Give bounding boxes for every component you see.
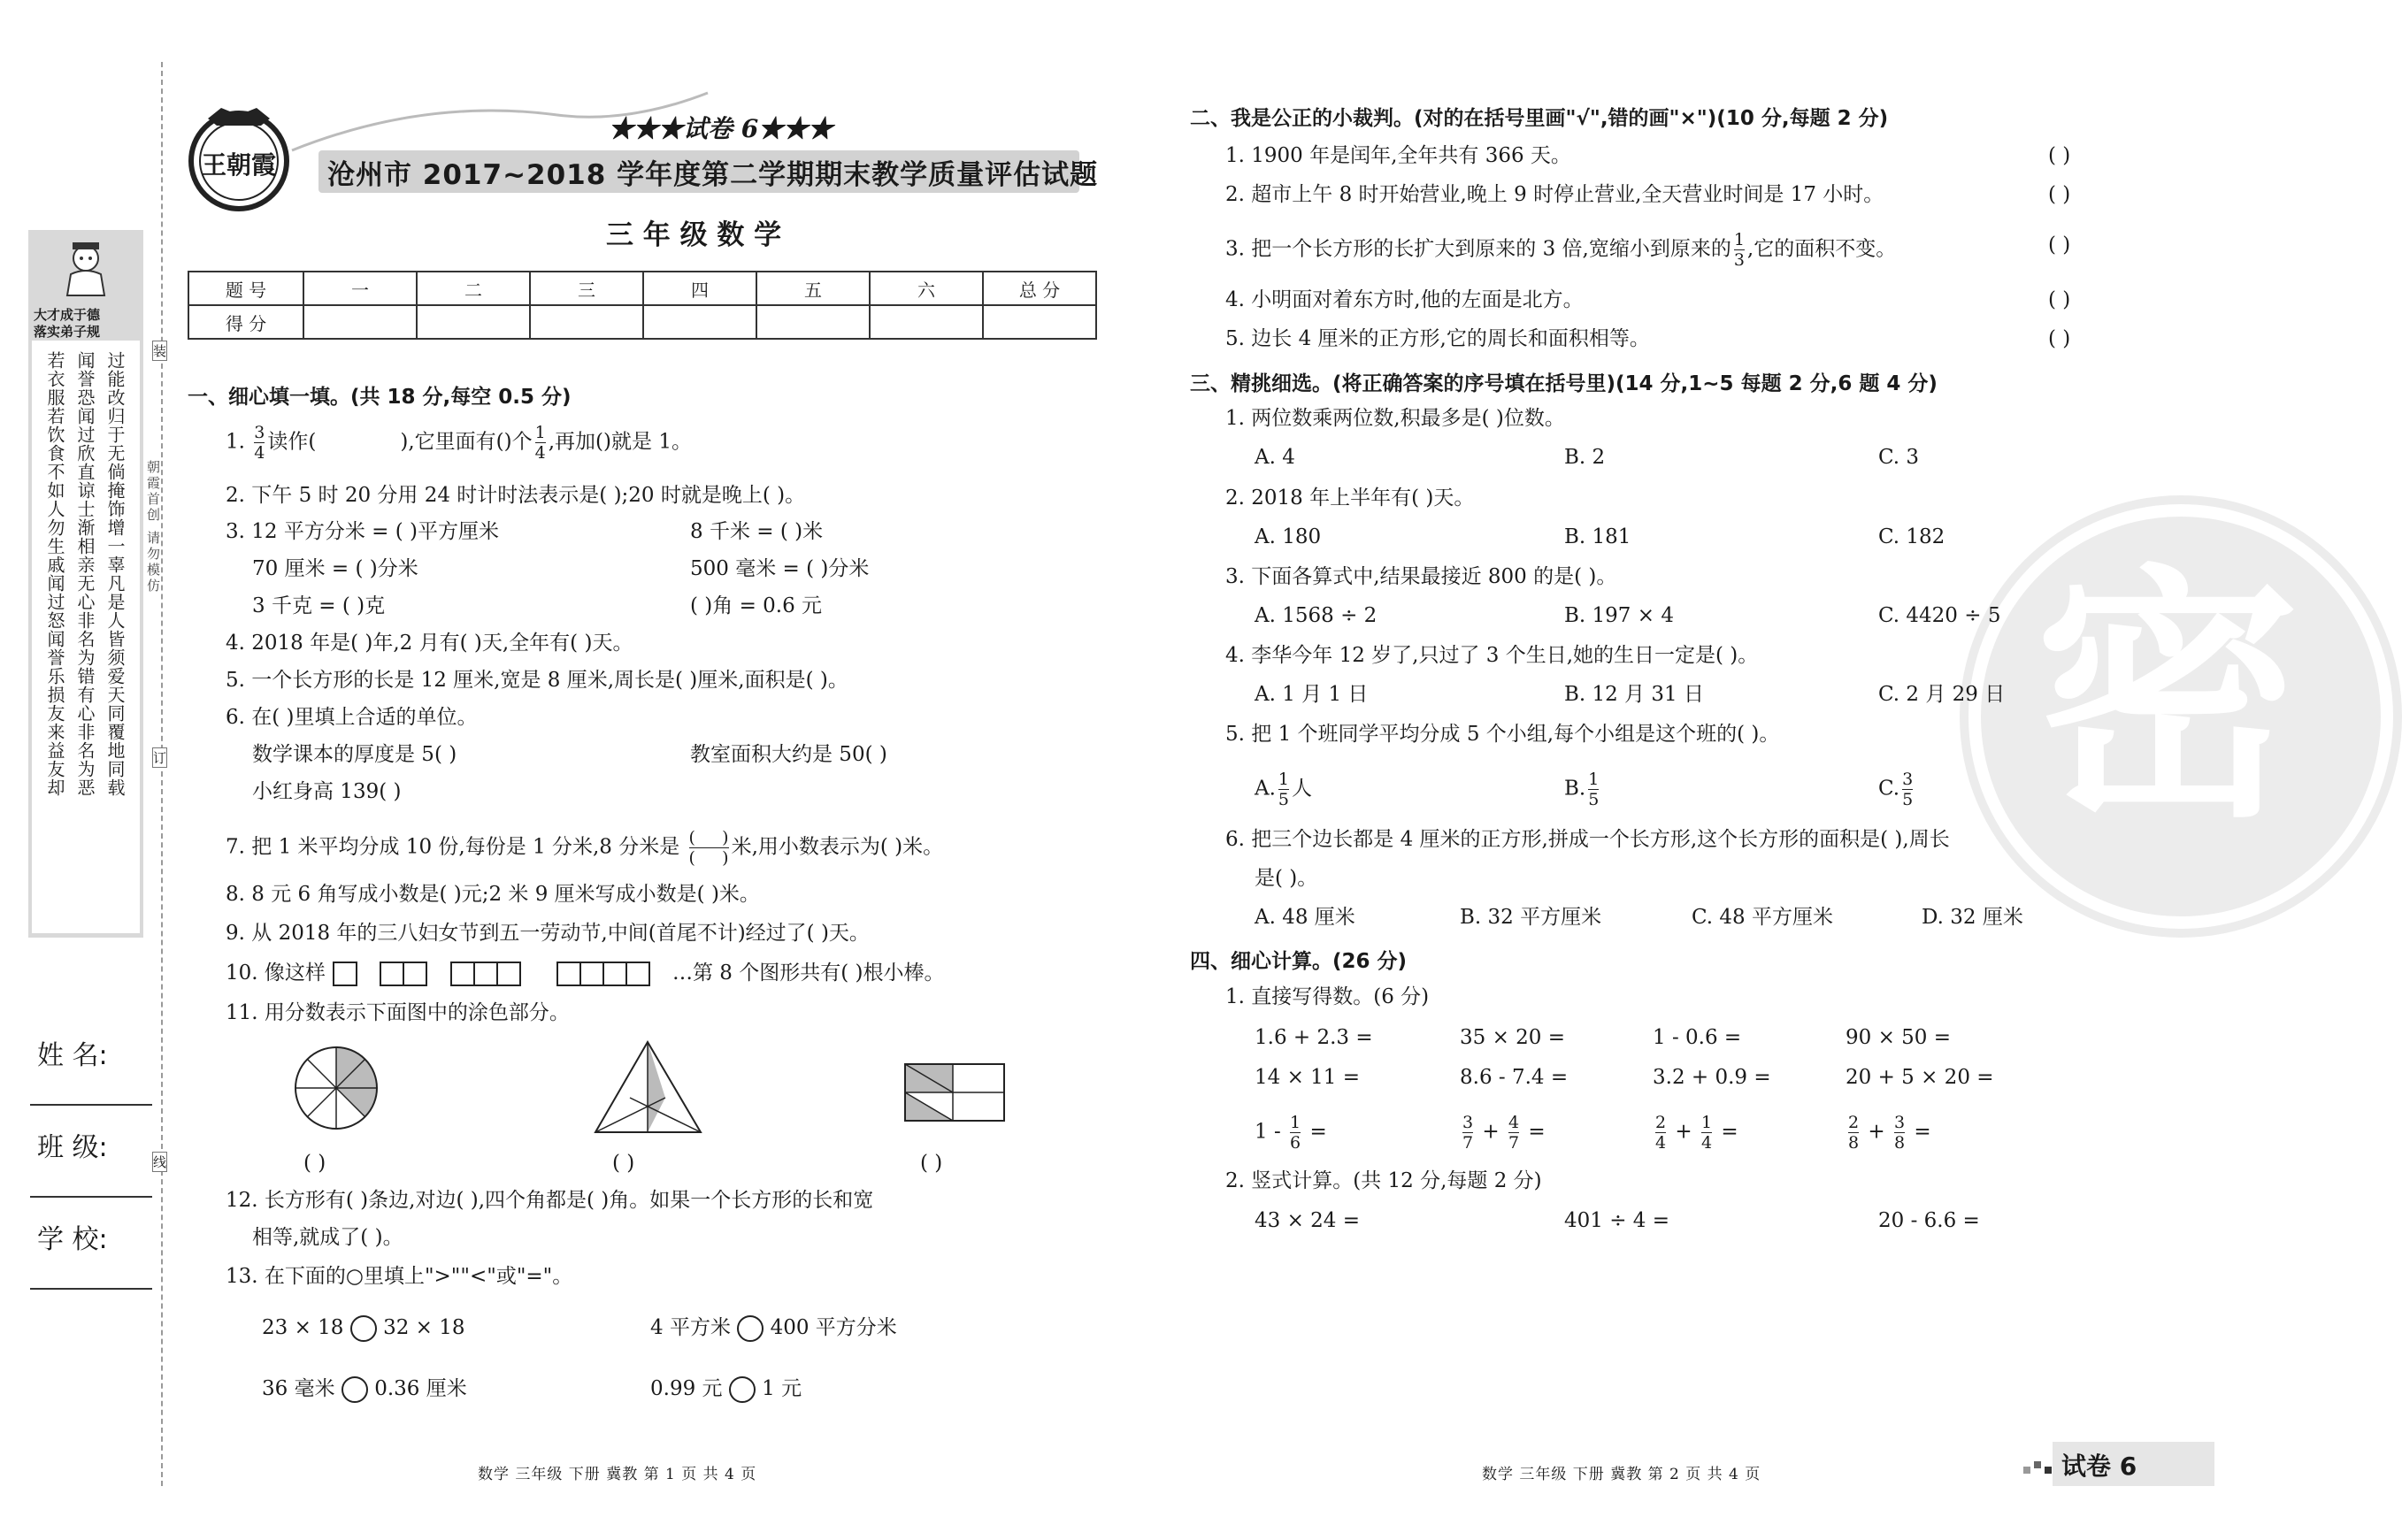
choice-option[interactable]: C. 4420 ÷ 5	[1878, 604, 2001, 627]
calc-item[interactable]: 20 + 5 × 20 =	[1846, 1066, 1994, 1089]
question-9: 9. 从 2018 年的三八妇女节到五一劳动节,中间(首尾不计)经过了( )天。	[226, 922, 870, 945]
shaded-rectangle-figure	[902, 1061, 1009, 1123]
exam-title: 沧州市 2017~2018 学年度第二学期期末教学质量评估试题	[327, 159, 1099, 191]
choice-option[interactable]: C. $\frac{3}{5}$	[1878, 770, 1914, 809]
score-header: 五	[756, 272, 870, 305]
compare-circle[interactable]	[350, 1315, 377, 1342]
motto-column: 过能改归于无倘掩饰增一辜凡是人皆须爱天同覆地同载	[104, 351, 126, 797]
q7-text: 7. 把 1 米平均分成 10 份,每份是 1 分米,8 分米是	[226, 835, 680, 859]
question-5: 5. 一个长方形的长是 12 厘米,宽是 8 厘米,周长是( )厘米,面积是( )。	[226, 669, 848, 692]
choice-question: 是( )。	[1255, 867, 1318, 890]
calc-subheading: 2. 竖式计算。(共 12 分,每题 2 分)	[1225, 1169, 1542, 1192]
calc-item[interactable]: 1.6 + 2.3 =	[1255, 1026, 1373, 1049]
vertical-calc-item[interactable]: 20 - 6.6 =	[1878, 1209, 1980, 1232]
judge-item: 2. 超市上午 8 时开始营业,晚上 9 时停止营业,全天营业时间是 17 小时。	[1225, 183, 1884, 206]
question-3e: 3 千克 = ( )克	[252, 594, 386, 617]
motto-top-2: 落实弟子规	[34, 324, 101, 340]
side-note: 朝霞首创 请勿模仿	[145, 460, 161, 594]
vertical-calc-item[interactable]: 43 × 24 =	[1255, 1209, 1361, 1232]
figure-answer-blank[interactable]: ( )	[612, 1152, 635, 1175]
score-cell[interactable]	[756, 305, 870, 339]
motto-top-1: 大才成于德	[34, 307, 101, 323]
score-header: 二	[417, 272, 530, 305]
calc-item[interactable]: $\frac{2}{4}$ + $\frac{1}{4}$ =	[1655, 1113, 1738, 1153]
score-cell[interactable]	[530, 305, 643, 339]
class-label: 班 级:	[37, 1132, 108, 1163]
score-table	[188, 271, 1097, 340]
choice-option[interactable]: C. 2 月 29 日	[1878, 683, 2006, 706]
judge-blank[interactable]: ( )	[2048, 288, 2071, 311]
fraction: $\frac{1}{4}$	[534, 423, 546, 463]
choice-question: 3. 下面各算式中,结果最接近 800 的是( )。	[1225, 565, 1617, 588]
compare-item: 4 平方米 400 平方分米	[650, 1314, 897, 1342]
compare-item: 36 毫米 0.36 厘米	[262, 1375, 467, 1403]
score-header: 题 号	[188, 272, 303, 305]
question-10a: 10. 像这样	[226, 962, 326, 985]
choice-option[interactable]: A. 180	[1255, 525, 1322, 548]
score-cell[interactable]	[417, 305, 530, 339]
q1-number: 1.	[226, 430, 245, 454]
tab-dots-icon	[2022, 1456, 2057, 1477]
choice-option[interactable]: B. 2	[1564, 446, 1606, 469]
compare-circle[interactable]	[737, 1315, 764, 1342]
calc-item[interactable]: 8.6 - 7.4 =	[1460, 1066, 1569, 1089]
choice-question: 5. 把 1 个班同学平均分成 5 个小组,每个小组是这个班的( )。	[1225, 723, 1780, 746]
q7-text: 米,用小数表示为( )米。	[731, 835, 944, 859]
question-3d: 500 毫米 = ( )分米	[690, 557, 870, 580]
choice-question: 4. 李华今年 12 岁了,只过了 3 个生日,她的生日一定是( )。	[1225, 644, 1759, 667]
binding-mark: 线	[152, 1152, 167, 1172]
compare-circle[interactable]	[729, 1376, 756, 1403]
calc-item[interactable]: $\frac{2}{8}$ + $\frac{3}{8}$ =	[1848, 1113, 1931, 1153]
q1-text: 读作(	[267, 430, 317, 454]
fraction: $\frac{3}{4}$	[254, 423, 265, 463]
choice-option[interactable]: A. 4	[1255, 446, 1295, 469]
q1-text: ,再加(	[548, 430, 604, 454]
choice-option[interactable]: A. 1568 ÷ 2	[1255, 604, 1378, 627]
score-header: 四	[643, 272, 756, 305]
section3-heading: 三、精挑细选。(将正确答案的序号填在括号里)(14 分,1~5 每题 2 分,6 题 4 分)	[1190, 372, 1938, 395]
question-6a: 数学课本的厚度是 5( )	[252, 743, 457, 766]
question-4: 4. 2018 年是( )年,2 月有( )天,全年有( )天。	[226, 632, 633, 655]
judge-blank[interactable]: ( )	[2048, 327, 2071, 350]
choice-option[interactable]: D. 32 厘米	[1922, 906, 2023, 929]
calc-subheading: 1. 直接写得数。(6 分)	[1225, 985, 1430, 1008]
fraction: $\frac{1}{5}$	[1588, 770, 1600, 809]
question-6: 6. 在( )里填上合适的单位。	[226, 706, 478, 729]
choice-option[interactable]: A. $\frac{1}{5}$ 人	[1255, 770, 1313, 809]
shaded-circle-figure	[292, 1044, 380, 1132]
q1-text: ),它里面有(	[400, 430, 504, 454]
paper-tab-label: 试卷 6	[2061, 1452, 2137, 1481]
question-13: 13. 在下面的○里填上">""<"或"="。	[226, 1265, 573, 1288]
calc-item[interactable]: 90 × 50 =	[1846, 1026, 1952, 1049]
question-7	[226, 828, 943, 868]
calc-item[interactable]: 1 - $\frac{1}{6}$ =	[1255, 1113, 1327, 1153]
score-cell[interactable]	[983, 305, 1096, 339]
question-12a: 12. 长方形有( )条边,对边( ),四个角都是( )角。如果一个长方形的长和宽	[226, 1189, 874, 1212]
choice-option[interactable]: C. 48 平方厘米	[1692, 906, 1833, 929]
calc-item[interactable]: 3.2 + 0.9 =	[1653, 1066, 1771, 1089]
question-11: 11. 用分数表示下面图中的涂色部分。	[226, 1001, 570, 1024]
question-10b: …第 8 个图形共有( )根小棒。	[672, 962, 945, 985]
fraction: $\frac{3}{5}$	[1902, 770, 1914, 809]
vertical-calc-item[interactable]: 401 ÷ 4 =	[1564, 1209, 1670, 1232]
question-8: 8. 8 元 6 角写成小数是( )元;2 米 9 厘米写成小数是( )米。	[226, 883, 760, 906]
choice-question: 2. 2018 年上半年有( )天。	[1225, 487, 1475, 510]
figure-answer-blank[interactable]: ( )	[303, 1152, 326, 1175]
judge-blank[interactable]: ( )	[2048, 234, 2071, 257]
question-6c: 小红身高 139( )	[252, 780, 402, 803]
judge-blank[interactable]: ( )	[2048, 183, 2071, 206]
judge-item: 5. 边长 4 厘米的正方形,它的周长和面积相等。	[1225, 327, 1650, 350]
section1-heading: 一、细心填一填。(共 18 分,每空 0.5 分)	[188, 386, 572, 409]
school-line[interactable]	[30, 1288, 152, 1290]
logo-text: 王朝霞	[202, 150, 277, 180]
choice-option[interactable]: A. 1 月 1 日	[1255, 683, 1369, 706]
score-header: 六	[870, 272, 983, 305]
question-3b: 8 千米 = ( )米	[690, 520, 824, 543]
page-footer-left: 数学 三年级 下册 冀教 第 1 页 共 4 页	[478, 1466, 757, 1483]
binding-mark: 装	[152, 341, 167, 361]
motto-column: 闻誉恐闻过欣直谅士渐相亲无心非名为错有心非名为恶	[74, 351, 96, 797]
class-line[interactable]	[30, 1196, 152, 1198]
choice-option[interactable]: B. 181	[1564, 525, 1631, 548]
question-3f: ( )角 = 0.6 元	[690, 594, 823, 617]
q1-text: )就是 1。	[603, 430, 692, 454]
name-line[interactable]	[30, 1104, 152, 1106]
calc-item[interactable]: 14 × 11 =	[1255, 1066, 1361, 1089]
score-header: 三	[530, 272, 643, 305]
section2-heading: 二、我是公正的小裁判。(对的在括号里画"√",错的画"×")(10 分,每题 2 分)	[1190, 107, 1889, 130]
choice-question: 1. 两位数乘两位数,积最多是( )位数。	[1225, 407, 1565, 430]
judge-item: 1. 1900 年是闰年,全年共有 366 天。	[1225, 144, 1571, 167]
motto-text-box	[32, 341, 140, 933]
page-footer-right: 数学 三年级 下册 冀教 第 2 页 共 4 页	[1482, 1466, 1761, 1483]
score-header: 一	[303, 272, 417, 305]
question-6b: 教室面积大约是 50( )	[690, 743, 887, 766]
binding-line	[161, 62, 163, 1486]
compare-item: 0.99 元 1 元	[650, 1375, 802, 1403]
judge-item: 3. 把一个长方形的长扩大到原来的 3 倍,宽缩小到原来的 $\frac{1}{3}$ ,它的面积不变。	[1225, 230, 1897, 270]
question-3c: 70 厘米 = ( )分米	[252, 557, 418, 580]
series-label: ★★★试卷 6★★★	[609, 114, 833, 143]
fraction: $\frac{1}{5}$	[1278, 770, 1290, 809]
score-cell[interactable]	[870, 305, 983, 339]
shaded-triangle-figure	[593, 1039, 703, 1137]
judge-item: 4. 小明面对着东方时,他的左面是北方。	[1225, 288, 1584, 311]
score-header: 总 分	[983, 272, 1096, 305]
fraction-blank[interactable]: $\frac{( )}{( )}$	[688, 828, 729, 868]
matchstick-squares	[332, 961, 668, 987]
calc-item[interactable]: 35 × 20 =	[1460, 1026, 1566, 1049]
choice-option[interactable]: B. 197 × 4	[1564, 604, 1674, 627]
name-label: 姓 名:	[37, 1040, 108, 1071]
question-1	[226, 423, 692, 463]
cartoon-scholar-icon	[53, 237, 119, 299]
score-cell[interactable]	[303, 305, 417, 339]
score-row-label: 得 分	[188, 305, 303, 339]
compare-circle[interactable]	[341, 1376, 368, 1403]
calc-item[interactable]: $\frac{3}{7}$ + $\frac{4}{7}$ =	[1462, 1113, 1546, 1153]
choice-option[interactable]: C. 182	[1878, 525, 1945, 548]
stamp-character: 密	[2035, 544, 2300, 853]
figure-answer-blank[interactable]: ( )	[920, 1152, 943, 1175]
score-cell[interactable]	[643, 305, 756, 339]
judge-blank[interactable]: ( )	[2048, 144, 2071, 167]
question-3a: 3. 12 平方分米 = ( )平方厘米	[226, 520, 499, 543]
choice-option[interactable]: B. 32 平方厘米	[1460, 906, 1602, 929]
choice-option[interactable]: A. 48 厘米	[1255, 906, 1355, 929]
section4-heading: 四、细心计算。(26 分)	[1190, 950, 1408, 973]
choice-option[interactable]: B. $\frac{1}{5}$	[1564, 770, 1600, 809]
school-label: 学 校:	[37, 1224, 108, 1255]
fraction: $\frac{1}{3}$	[1733, 230, 1745, 270]
calc-item[interactable]: 1 - 0.6 =	[1653, 1026, 1742, 1049]
choice-option[interactable]: C. 3	[1878, 446, 1920, 469]
subject-title: 三 年 级 数 学	[606, 219, 782, 251]
compare-item: 23 × 18 32 × 18	[262, 1314, 465, 1342]
motto-column: 若衣服若饮食不如人勿生戚闻过怒闻誉乐损友来益友却	[44, 351, 65, 797]
choice-option[interactable]: B. 12 月 31 日	[1564, 683, 1704, 706]
binding-mark: 订	[152, 747, 167, 768]
question-12b: 相等,就成了( )。	[252, 1226, 403, 1249]
question-2: 2. 下午 5 时 20 分用 24 时计时法表示是( );20 时就是晚上( )。	[226, 484, 806, 507]
choice-question: 6. 把三个边长都是 4 厘米的正方形,拼成一个长方形,这个长方形的面积是( ),周长	[1225, 828, 1950, 851]
q1-text: )个	[503, 430, 533, 454]
